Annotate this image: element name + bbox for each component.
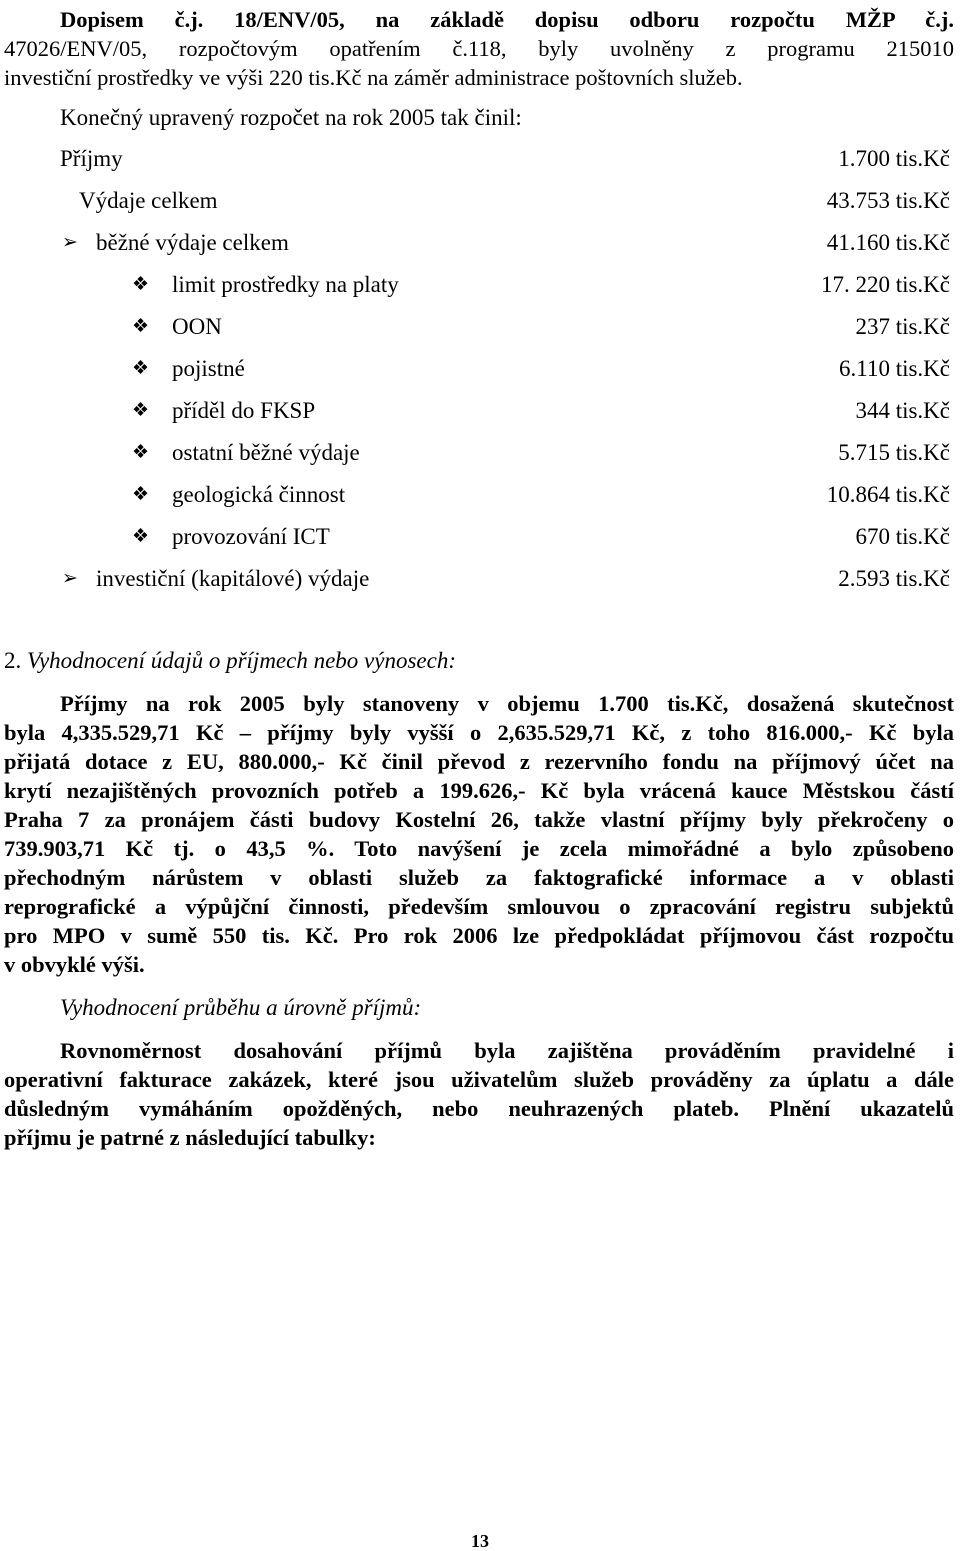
budget-label: ostatní běžné výdaje xyxy=(172,440,360,465)
section-3-title: Vyhodnocení průběhu a úrovně příjmů: xyxy=(60,995,422,1020)
section-2-line-3: přijatá dotace z EU, 880.000,- Kč činil převod z rezervního fondu na příjmový účet na xyxy=(4,749,954,774)
budget-value: 41.160 tis.Kč xyxy=(826,230,950,255)
intro-line-2: 47026/ENV/05, rozpočtovým opatřením č.118, byly uvolněny z programu 215010 xyxy=(4,36,954,61)
section-2-line-8: reprografické a výpůjční činnosti, především smlouvou o zpracování registru subjektů xyxy=(4,894,954,919)
budget-row-expenses-total xyxy=(0,186,960,216)
budget-row-current-expenses xyxy=(0,228,960,258)
budget-label: limit prostředky na platy xyxy=(172,272,399,297)
budget-row-other-current xyxy=(0,438,960,468)
budget-label: příděl do FKSP xyxy=(172,398,316,423)
section-title: Vyhodnocení údajů o příjmech nebo výnosech: xyxy=(27,648,457,673)
budget-row-ict xyxy=(0,522,960,552)
section-3-line-1: Rovnoměrnost dosahování příjmů byla zajištěna prováděním pravidelné i xyxy=(60,1038,954,1063)
budget-value: 6.110 tis.Kč xyxy=(839,356,950,381)
diamond-bullet-icon: ❖ xyxy=(132,442,150,463)
section-3-line-3: důsledným vymáháním opožděných, nebo neuhrazených plateb. Plnění ukazatelů xyxy=(4,1096,954,1121)
page-number: 13 xyxy=(471,1531,489,1551)
section-3-line-4: příjmu je patrné z následující tabulky: xyxy=(4,1125,376,1150)
budget-row-capital xyxy=(0,564,960,594)
section-2-heading xyxy=(4,646,456,675)
budget-label: Příjmy xyxy=(60,146,123,171)
section-2-line-4: krytí nezajištěných provozních potřeb a 199.626,- Kč byla vrácená kauce Městskou částí xyxy=(4,778,954,803)
budget-label: geologická činnost xyxy=(172,482,346,507)
diamond-bullet-icon: ❖ xyxy=(132,400,150,421)
intro-line-1: Dopisem č.j. 18/ENV/05, na základě dopisu odboru rozpočtu MŽP č.j. xyxy=(60,7,954,32)
diamond-bullet-icon: ❖ xyxy=(132,358,150,379)
budget-label: provozování ICT xyxy=(172,524,330,549)
diamond-bullet-icon: ❖ xyxy=(132,316,150,337)
section-2-line-2: byla 4,335.529,71 Kč – příjmy byly vyšší o 2,635.529,71 Kč, z toho 816.000,- Kč byla xyxy=(4,720,954,745)
budget-value: 344 tis.Kč xyxy=(855,398,950,423)
budget-row-oon xyxy=(0,312,960,342)
diamond-bullet-icon: ❖ xyxy=(132,484,150,505)
diamond-bullet-icon: ❖ xyxy=(132,274,150,295)
diamond-bullet-icon: ❖ xyxy=(132,526,150,547)
section-2-line-1: Příjmy na rok 2005 byly stanoveny v objemu 1.700 tis.Kč, dosažená skutečnost xyxy=(60,691,954,716)
section-2-line-7: přechodným nárůstem v oblasti služeb za faktografické informace a v oblasti xyxy=(4,865,954,890)
budget-row-income xyxy=(0,144,960,174)
budget-value: 5.715 tis.Kč xyxy=(838,440,950,465)
budget-row-salaries xyxy=(0,270,960,300)
budget-label: běžné výdaje celkem xyxy=(96,230,289,255)
section-2-line-9: pro MPO v sumě 550 tis. Kč. Pro rok 2006 lze předpokládat příjmovou část rozpočtu xyxy=(4,923,954,948)
budget-label: OON xyxy=(172,314,222,339)
section-2-line-10: v obvyklé výši. xyxy=(4,952,145,977)
budget-value: 2.593 tis.Kč xyxy=(838,566,950,591)
budget-row-insurance xyxy=(0,354,960,384)
section-2-line-5: Praha 7 za pronájem části budovy Kostelní 26, takže vlastní příjmy byly překročeny o xyxy=(4,807,954,832)
budget-value: 237 tis.Kč xyxy=(855,314,950,339)
budget-heading: Konečný upravený rozpočet na rok 2005 tak činil: xyxy=(60,105,522,130)
budget-row-geology xyxy=(0,480,960,510)
arrow-bullet-icon: ➢ xyxy=(62,232,78,253)
budget-value: 670 tis.Kč xyxy=(855,524,950,549)
budget-value: 1.700 tis.Kč xyxy=(838,146,950,171)
budget-value: 17. 220 tis.Kč xyxy=(820,272,950,297)
arrow-bullet-icon: ➢ xyxy=(62,568,78,589)
section-number: 2. xyxy=(4,648,22,673)
budget-value: 10.864 tis.Kč xyxy=(826,482,950,507)
section-2-line-6: 739.903,71 Kč tj. o 43,5 %. Toto navýšení je zcela mimořádné a bylo způsobeno xyxy=(4,836,954,861)
budget-label: investiční (kapitálové) výdaje xyxy=(96,566,370,591)
budget-value: 43.753 tis.Kč xyxy=(826,188,950,213)
section-3-line-2: operativní fakturace zakázek, které jsou uživatelům služeb prováděny za úplatu a dále xyxy=(4,1067,954,1092)
budget-label: pojistné xyxy=(172,356,245,381)
intro-line-3: investiční prostředky ve výši 220 tis.Kč na záměr administrace poštovních služeb. xyxy=(4,65,743,90)
budget-label: Výdaje celkem xyxy=(79,188,218,213)
budget-row-fksp xyxy=(0,396,960,426)
